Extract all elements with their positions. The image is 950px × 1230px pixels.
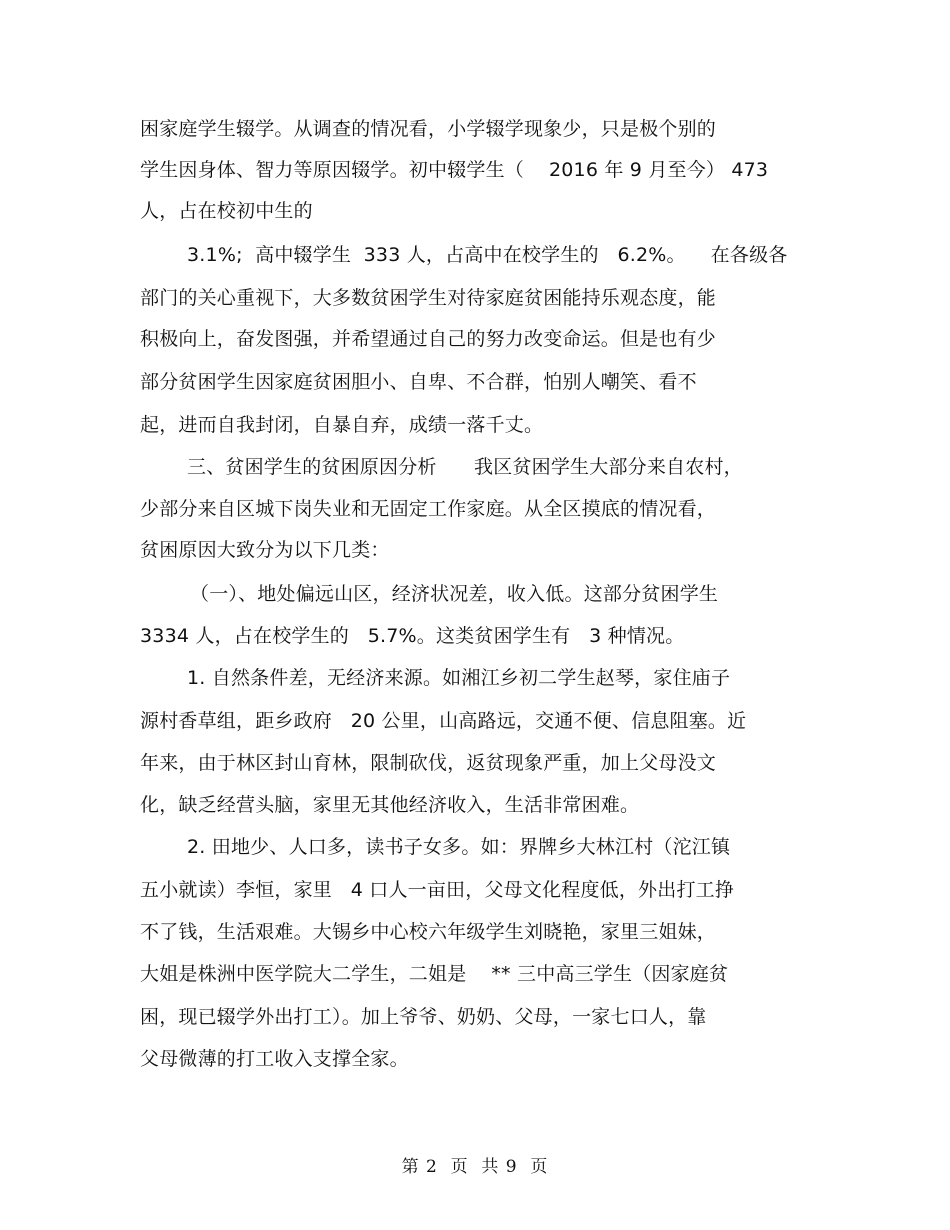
text-line: 起，进而自我封闭，自暴自弃，成绩一落千丈。: [140, 414, 544, 436]
text-line: 源村香草组，距乡政府 20 公里，山高路远，交通不便、信息阻塞。近: [140, 710, 747, 732]
text-line: 困家庭学生辍学。从调查的情况看，小学辍学现象少，只是极个别的: [140, 118, 717, 140]
text-line: 年来，由于林区封山育林，限制砍伐，返贫现象严重，加上父母没文: [140, 752, 717, 774]
text-line: 父母微薄的打工收入支撑全家。: [140, 1048, 409, 1070]
text-line: 大姐是株洲中医学院大二学生，二姐是 ** 三中高三学生（因家庭贫: [140, 963, 729, 985]
text-line: 贫困原因大致分为以下几类：: [140, 539, 390, 561]
text-line: 3334 人，占在校学生的 5.7%。这类贫困学生有 3 种情况。: [140, 625, 685, 647]
list-item-line: 1. 自然条件差，无经济来源。如湘江乡初二学生赵琴，家住庙子: [187, 667, 731, 689]
text-line: 少部分来自区城下岗失业和无固定工作家庭。从全区摸底的情况看，: [140, 498, 717, 520]
text-line: 3.1%; 高中辍学生 333 人，占高中在校学生的 6.2%。 在各级各: [187, 244, 788, 266]
section-heading-line: 三、贫困学生的贫困原因分析 我区贫困学生大部分来自农村，: [187, 456, 743, 478]
subsection-heading-line: （一）、地处偏远山区，经济状况差，收入低。这部分贫困学生: [190, 583, 719, 605]
page-number-footer: 第 2 页 共 9 页: [401, 1157, 549, 1177]
text-line: 部门的关心重视下，大多数贫困学生对待家庭贫困能持乐观态度，能: [140, 287, 717, 309]
text-line: 学生因身体、智力等原因辍学。初中辍学生（ 2016 年 9 月至今） 473: [140, 159, 769, 181]
list-item-line: 2. 田地少、人口多，读书子女多。如：界牌乡大林江村（沱江镇: [187, 836, 731, 858]
text-line: 化，缺乏经营头脑，家里无其他经济收入，生活非常困难。: [140, 794, 640, 816]
text-line: 部分贫困学生因家庭贫困胆小、自卑、不合群，怕别人嘲笑、看不: [140, 371, 697, 393]
text-line: 困，现已辍学外出打工）。加上爷爷、奶奶、父母，一家七口人，靠: [140, 1006, 707, 1028]
text-line: 积极向上，奋发图强，并希望通过自己的努力改变命运。但是也有少: [140, 328, 717, 350]
text-line: 不了钱，生活艰难。大锡乡中心校六年级学生刘晓艳，家里三姐妹，: [140, 921, 717, 943]
text-line: 人，占在校初中生的: [140, 200, 313, 222]
text-line: 五小就读）李恒，家里 4 口人一亩田，父母文化程度低，外出打工挣: [140, 879, 735, 901]
